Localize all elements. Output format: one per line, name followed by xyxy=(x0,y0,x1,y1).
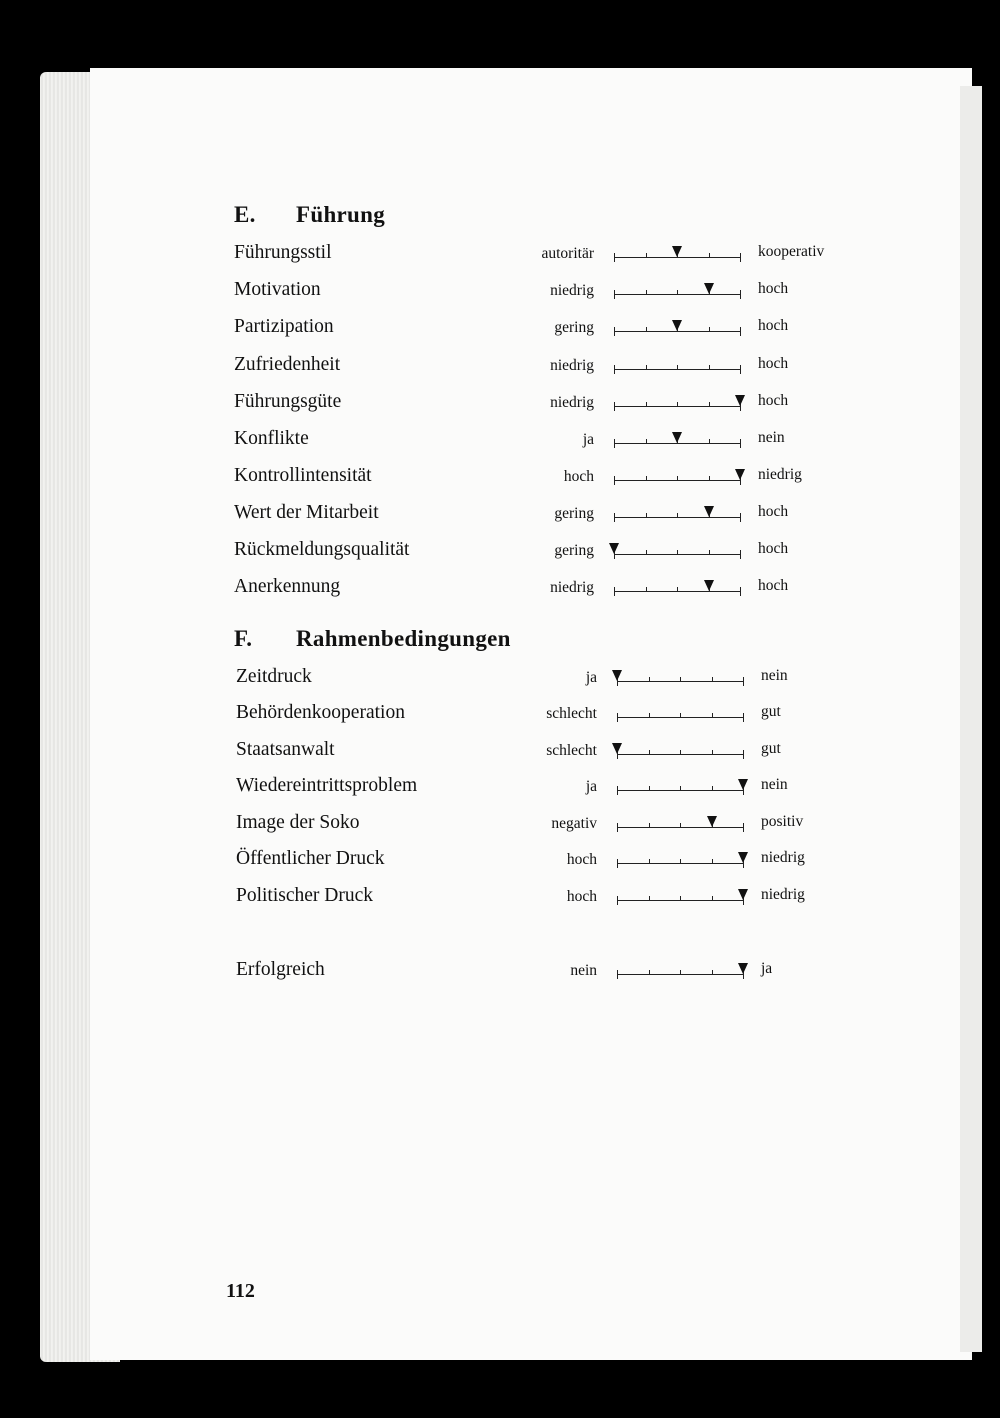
rating-scale xyxy=(614,541,740,561)
scale-end-tick xyxy=(743,823,744,832)
rating-marker xyxy=(612,743,622,754)
rating-scale xyxy=(617,887,743,907)
scale-right-anchor: hoch xyxy=(758,317,789,334)
facing-page-edge xyxy=(960,86,982,1352)
rating-scale xyxy=(617,777,743,797)
scale-right-anchor: niedrig xyxy=(758,466,802,483)
scale-tick xyxy=(680,896,681,901)
scale-right-anchor: niedrig xyxy=(761,849,805,866)
rating-scale xyxy=(617,741,743,761)
scale-end-tick xyxy=(740,290,741,299)
scale-tick xyxy=(680,713,681,718)
scale-tick xyxy=(680,677,681,682)
scale-tick xyxy=(677,365,678,370)
scale-tick xyxy=(649,677,650,682)
rating-scale xyxy=(617,814,743,834)
item-label: Wiedereintrittsproblem xyxy=(236,775,418,796)
scale-end-tick xyxy=(614,365,615,374)
scale-tick xyxy=(712,970,713,975)
item-label: Image der Soko xyxy=(236,812,360,833)
scale-left-anchor: negativ xyxy=(551,815,597,832)
section-letter: F. xyxy=(234,626,253,651)
scale-end-tick xyxy=(617,786,618,795)
scale-end-tick xyxy=(740,253,741,262)
scale-tick xyxy=(649,823,650,828)
scale-tick xyxy=(709,476,710,481)
rating-marker xyxy=(704,580,714,591)
item-label: Behördenkooperation xyxy=(236,702,405,723)
scale-left-anchor: hoch xyxy=(566,888,597,905)
scale-tick xyxy=(712,750,713,755)
rating-marker xyxy=(704,506,714,517)
scale-end-tick xyxy=(743,713,744,722)
scale-tick xyxy=(677,402,678,407)
rating-marker xyxy=(612,670,622,681)
item-label: Kontrollintensität xyxy=(234,465,372,486)
scale-tick xyxy=(680,786,681,791)
scale-end-tick xyxy=(740,587,741,596)
scale-right-anchor: positiv xyxy=(761,813,804,830)
scale-left-anchor: autoritär xyxy=(541,245,594,262)
rating-scale xyxy=(617,961,743,981)
rating-scale xyxy=(614,393,740,413)
scale-tick xyxy=(649,896,650,901)
scale-right-anchor: gut xyxy=(761,740,781,757)
scale-tick xyxy=(680,750,681,755)
scale-tick xyxy=(709,253,710,258)
scale-tick xyxy=(709,327,710,332)
rating-marker xyxy=(672,246,682,257)
scale-end-tick xyxy=(743,677,744,686)
scale-left-anchor: schlecht xyxy=(546,742,597,759)
scale-left-anchor: schlecht xyxy=(546,705,597,722)
scale-right-anchor: niedrig xyxy=(761,886,805,903)
scale-right-anchor: gut xyxy=(761,703,781,720)
rating-scale xyxy=(617,704,743,724)
rating-marker xyxy=(707,816,717,827)
scale-tick xyxy=(677,513,678,518)
item-label: Erfolgreich xyxy=(236,959,325,980)
section-heading-e xyxy=(234,202,385,228)
scale-tick xyxy=(709,365,710,370)
scale-left-anchor: hoch xyxy=(566,851,597,868)
scale-tick xyxy=(649,859,650,864)
section-title: Führung xyxy=(296,202,386,227)
scale-end-tick xyxy=(740,550,741,559)
scale-tick xyxy=(680,823,681,828)
scale-end-tick xyxy=(614,513,615,522)
section-letter: E. xyxy=(234,202,256,227)
scale-end-tick xyxy=(617,896,618,905)
scale-left-anchor: ja xyxy=(585,669,597,686)
scale-end-tick xyxy=(743,750,744,759)
item-label: Zeitdruck xyxy=(236,666,312,687)
scale-left-anchor: niedrig xyxy=(550,394,594,411)
scale-tick xyxy=(712,677,713,682)
scale-tick xyxy=(677,550,678,555)
scale-left-anchor: niedrig xyxy=(550,282,594,299)
rating-marker xyxy=(738,889,748,900)
rating-scale xyxy=(614,244,740,264)
rating-marker xyxy=(609,543,619,554)
scale-tick xyxy=(649,970,650,975)
scale-left-anchor: ja xyxy=(585,778,597,795)
scale-tick xyxy=(709,550,710,555)
rating-scale xyxy=(614,356,740,376)
scale-end-tick xyxy=(617,859,618,868)
scale-left-anchor: gering xyxy=(554,505,594,522)
scale-right-anchor: ja xyxy=(761,960,773,977)
scale-right-anchor: hoch xyxy=(758,503,789,520)
rating-marker xyxy=(738,852,748,863)
rating-marker xyxy=(738,779,748,790)
scale-tick xyxy=(646,327,647,332)
scale-end-tick xyxy=(740,327,741,336)
rating-marker xyxy=(672,432,682,443)
scale-left-anchor: gering xyxy=(554,319,594,336)
item-label: Öffentlicher Druck xyxy=(236,848,385,869)
scale-tick xyxy=(677,290,678,295)
scale-end-tick xyxy=(617,970,618,979)
scale-right-anchor: kooperativ xyxy=(758,243,825,260)
scale-tick xyxy=(646,253,647,258)
scale-tick xyxy=(646,365,647,370)
scale-left-anchor: gering xyxy=(554,542,594,559)
scale-tick xyxy=(712,786,713,791)
scale-tick xyxy=(677,587,678,592)
rating-scale xyxy=(614,318,740,338)
scale-tick xyxy=(712,713,713,718)
rating-marker xyxy=(738,963,748,974)
item-label: Motivation xyxy=(234,279,321,300)
scale-tick xyxy=(709,402,710,407)
item-label: Staatsanwalt xyxy=(236,739,335,760)
rating-marker xyxy=(735,395,745,406)
scale-right-anchor: hoch xyxy=(758,355,789,372)
item-label: Rückmeldungsqualität xyxy=(234,539,410,560)
section-title: Rahmenbedingungen xyxy=(296,626,511,651)
scale-tick xyxy=(677,476,678,481)
scale-end-tick xyxy=(614,253,615,262)
scale-end-tick xyxy=(614,587,615,596)
scale-tick xyxy=(709,439,710,444)
scale-end-tick xyxy=(614,327,615,336)
item-label: Führungsstil xyxy=(234,242,332,263)
scale-end-tick xyxy=(740,365,741,374)
scale-right-anchor: hoch xyxy=(758,540,789,557)
rating-marker xyxy=(704,283,714,294)
item-label: Anerkennung xyxy=(234,576,341,597)
scale-left-anchor: nein xyxy=(570,962,597,979)
rating-scale xyxy=(614,504,740,524)
scale-left-anchor: niedrig xyxy=(550,357,594,374)
rating-scale xyxy=(614,430,740,450)
scale-tick xyxy=(646,402,647,407)
scale-tick xyxy=(649,786,650,791)
scale-tick xyxy=(646,476,647,481)
scale-tick xyxy=(712,859,713,864)
scale-left-anchor: niedrig xyxy=(550,579,594,596)
scale-end-tick xyxy=(617,823,618,832)
item-label: Politischer Druck xyxy=(236,885,374,906)
scale-end-tick xyxy=(614,402,615,411)
scale-right-anchor: nein xyxy=(761,776,788,793)
item-label: Partizipation xyxy=(234,316,334,337)
scale-tick xyxy=(646,587,647,592)
scale-end-tick xyxy=(740,513,741,522)
scale-right-anchor: hoch xyxy=(758,577,789,594)
scale-tick xyxy=(680,859,681,864)
scale-end-tick xyxy=(614,439,615,448)
item-label: Zufriedenheit xyxy=(234,354,341,375)
scale-tick xyxy=(712,896,713,901)
rating-scale xyxy=(614,467,740,487)
scale-right-anchor: hoch xyxy=(758,392,789,409)
scale-tick xyxy=(646,439,647,444)
rating-marker xyxy=(735,469,745,480)
scale-end-tick xyxy=(740,439,741,448)
rating-marker xyxy=(672,320,682,331)
page-number: 112 xyxy=(226,1280,255,1302)
scale-end-tick xyxy=(614,290,615,299)
rating-scale xyxy=(617,668,743,688)
scale-tick xyxy=(649,713,650,718)
scale-end-tick xyxy=(614,476,615,485)
scale-tick xyxy=(646,513,647,518)
scale-end-tick xyxy=(617,713,618,722)
item-label: Führungsgüte xyxy=(234,391,342,412)
scale-tick xyxy=(646,290,647,295)
item-label: Konflikte xyxy=(234,428,309,449)
scale-tick xyxy=(680,970,681,975)
item-label: Wert der Mitarbeit xyxy=(234,502,379,523)
rating-scale xyxy=(614,281,740,301)
scale-right-anchor: hoch xyxy=(758,280,789,297)
section-heading-f xyxy=(234,626,511,652)
scale-left-anchor: hoch xyxy=(563,468,594,485)
scale-tick xyxy=(646,550,647,555)
scale-right-anchor: nein xyxy=(758,429,785,446)
scale-tick xyxy=(649,750,650,755)
scale-right-anchor: nein xyxy=(761,667,788,684)
rating-scale xyxy=(617,850,743,870)
scale-left-anchor: ja xyxy=(582,431,594,448)
rating-scale xyxy=(614,578,740,598)
